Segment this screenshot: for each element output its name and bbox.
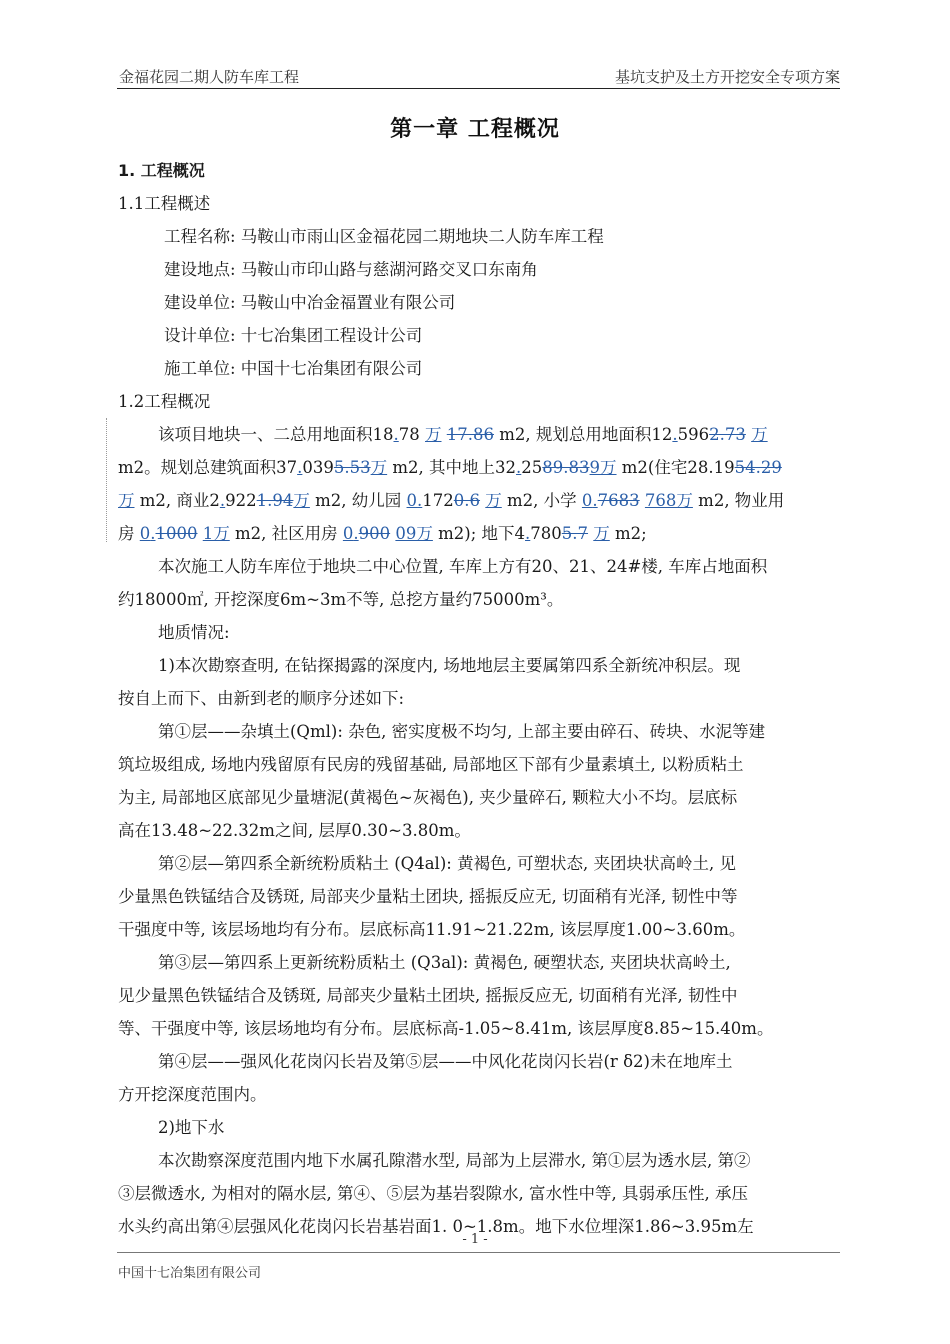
text-run: m2, 幼儿园 bbox=[315, 491, 402, 510]
inserted-text: 万 bbox=[118, 491, 135, 510]
page-number: - 1 - bbox=[462, 1232, 488, 1247]
header-rule bbox=[117, 88, 840, 89]
text-run: m2, 物业用 bbox=[698, 491, 785, 510]
paragraph-line: 第①层——杂填土(Qml): 杂色, 密实度极不均匀, 上部主要由碎石、砖块、水泥等建 bbox=[158, 722, 766, 741]
tracked-line bbox=[118, 484, 840, 517]
text-run: 该项目地块一、二总用地面积18 bbox=[158, 425, 394, 444]
paragraph-line: 第③层—第四系上更新统粉质粘土 (Q3al): 黄褐色, 硬塑状态, 夹团块状高岭土, bbox=[158, 953, 731, 972]
section-heading: 1. 工程概况 bbox=[118, 161, 205, 180]
inserted-text: . bbox=[417, 491, 423, 510]
paragraph-line: 干强度中等, 该层场地均有分布。层底标高11.91~21.22m, 该层厚度1.00~3.60m。 bbox=[118, 920, 746, 939]
paragraph-line: 高在13.48~22.32m之间, 层厚0.30~3.80m。 bbox=[118, 821, 471, 840]
inserted-text: . bbox=[353, 524, 359, 543]
page-header bbox=[117, 66, 840, 88]
deleted-text: 7683 bbox=[597, 491, 640, 510]
deleted-text: 5.53 bbox=[333, 458, 371, 477]
inserted-text: . bbox=[592, 491, 598, 510]
text-run: 25 bbox=[521, 458, 543, 477]
project-location: 建设地点: 马鞍山市印山路与慈湖河路交叉口东南角 bbox=[164, 260, 538, 279]
paragraph-line: 水头约高出第④层强风化花岗闪长岩基岩面1. 0~1.8m。地下水位埋深1.86~3.95m左 bbox=[118, 1217, 754, 1236]
inserted-text: . bbox=[672, 425, 678, 444]
inserted-text: 万 bbox=[593, 524, 610, 543]
text-run: m2(住宅28.19 bbox=[621, 458, 735, 477]
geology-heading: 地质情况: bbox=[158, 623, 230, 642]
groundwater-heading: 2)地下水 bbox=[158, 1118, 225, 1137]
subsection-heading: 1.2工程概况 bbox=[118, 392, 211, 411]
tracked-line bbox=[118, 517, 840, 550]
document-body bbox=[118, 154, 840, 1243]
text-run: m2, 规划总用地面积12 bbox=[499, 425, 673, 444]
text-run: 039 bbox=[302, 458, 334, 477]
page-footer: 中国十七冶集团有限公司 bbox=[118, 1266, 262, 1281]
header-left: 金福花园二期人防车库工程 bbox=[119, 68, 300, 86]
inserted-text: 0 bbox=[139, 524, 151, 543]
inserted-text: 09万 bbox=[395, 524, 433, 543]
text-run: m2。规划总建筑面积37 bbox=[118, 458, 298, 477]
paragraph-line: 本次勘察深度范围内地下水属孔隙潜水型, 局部为上层滞水, 第①层为透水层, 第② bbox=[158, 1151, 751, 1170]
paragraph-line: ③层微透水, 为相对的隔水层, 第④、⑤层为基岩裂隙水, 富水性中等, 具弱承压性, 承压 bbox=[118, 1184, 748, 1203]
deleted-text: 900 bbox=[358, 524, 391, 543]
deleted-text: 54.29 bbox=[734, 458, 782, 477]
inserted-text: 万 bbox=[485, 491, 502, 510]
deleted-text: 2.73 bbox=[709, 425, 746, 444]
text-run: m2, 小学 bbox=[507, 491, 577, 510]
revision-change-bar bbox=[106, 418, 107, 542]
text-run: 780 bbox=[530, 524, 562, 543]
project-contractor: 施工单位: 中国十七冶集团有限公司 bbox=[164, 359, 423, 378]
footer-rule bbox=[117, 1252, 840, 1253]
text-run: m2; bbox=[615, 524, 647, 543]
inserted-text: 万 bbox=[370, 458, 388, 477]
project-designer: 设计单位: 十七冶集团工程设计公司 bbox=[164, 326, 423, 345]
inserted-text: 9万 bbox=[589, 458, 617, 477]
inserted-text: . bbox=[150, 524, 156, 543]
inserted-text: 万 bbox=[751, 425, 768, 444]
paragraph-line: 约18000㎡, 开挖深度6m~3m不等, 总挖方量约75000m³。 bbox=[118, 590, 564, 609]
paragraph-line: 第②层—第四系全新统粉质粘土 (Q4al): 黄褐色, 可塑状态, 夹团块状高岭土, 见 bbox=[158, 854, 737, 873]
text-run: m2, 商业2 bbox=[139, 491, 220, 510]
inserted-text: . bbox=[516, 458, 522, 477]
tracked-line bbox=[118, 418, 840, 451]
paragraph-line: 等、干强度中等, 该层场地均有分布。层底标高-1.05~8.41m, 该层厚度8.85~15.40m。 bbox=[118, 1019, 774, 1038]
deleted-text: 1.94 bbox=[256, 491, 294, 510]
inserted-text: 0 bbox=[581, 491, 593, 510]
paragraph-line: 本次施工人防车库位于地块二中心位置, 车库上方有20、21、24#楼, 车库占地面积 bbox=[158, 557, 768, 576]
inserted-text: . bbox=[393, 425, 399, 444]
inserted-text: 万 bbox=[425, 425, 442, 444]
inserted-text: . bbox=[525, 524, 531, 543]
text-run: m2); 地下4 bbox=[438, 524, 526, 543]
paragraph-line: 见少量黑色铁锰结合及锈斑, 局部夹少量粘土团块, 摇振反应无, 切面稍有光泽, 韧性中 bbox=[118, 986, 738, 1005]
deleted-text: 0.6 bbox=[453, 491, 481, 510]
deleted-text: 89.83 bbox=[542, 458, 590, 477]
text-run: 596 bbox=[677, 425, 710, 444]
project-name: 工程名称: 马鞍山市雨山区金福花园二期地块二人防车库工程 bbox=[164, 227, 604, 246]
subsection-heading: 1.1工程概述 bbox=[118, 194, 211, 213]
deleted-text: 17.86 bbox=[446, 425, 494, 444]
inserted-text: 0 bbox=[342, 524, 354, 543]
text-run: m2, 社区用房 bbox=[235, 524, 338, 543]
inserted-text: . bbox=[219, 491, 226, 510]
paragraph-line: 第④层——强风化花岗闪长岩及第⑤层——中风化花岗闪长岩(r δ2)未在地库土 bbox=[158, 1052, 733, 1071]
deleted-text: 5.7 bbox=[561, 524, 589, 543]
paragraph-line: 少量黑色铁锰结合及锈斑, 局部夹少量粘土团块, 摇振反应无, 切面稍有光泽, 韧性中等 bbox=[118, 887, 738, 906]
header-right: 基坑支护及土方开挖安全专项方案 bbox=[614, 68, 840, 86]
text-run: 922 bbox=[225, 491, 257, 510]
inserted-text: . bbox=[297, 458, 303, 477]
text-run: 78 bbox=[398, 425, 420, 444]
deleted-text: 1000 bbox=[155, 524, 198, 543]
inserted-text: 0 bbox=[406, 491, 418, 510]
project-owner: 建设单位: 马鞍山中冶金福置业有限公司 bbox=[164, 293, 456, 312]
text-run: m2, 其中地上32 bbox=[392, 458, 517, 477]
paragraph-line: 1)本次勘察查明, 在钻探揭露的深度内, 场地地层主要属第四系全新统冲积层。现 bbox=[158, 656, 741, 675]
inserted-text: 万 bbox=[293, 491, 310, 510]
text-run: 房 bbox=[118, 524, 135, 543]
inserted-text: 1万 bbox=[202, 524, 230, 543]
chapter-title: 第一章 工程概况 bbox=[390, 117, 560, 142]
tracked-line bbox=[118, 451, 840, 484]
paragraph-line: 方开挖深度范围内。 bbox=[118, 1085, 267, 1104]
inserted-text: 768万 bbox=[644, 491, 693, 510]
paragraph-line: 为主, 局部地区底部见少量塘泥(黄褐色~灰褐色), 夹少量碎石, 颗粒大小不均。层底标 bbox=[118, 788, 738, 807]
paragraph-line: 筑垃圾组成, 场地内残留原有民房的残留基础, 局部地区下部有少量素填土, 以粉质粘土 bbox=[118, 755, 744, 774]
text-run: 172 bbox=[422, 491, 454, 510]
paragraph-line: 按自上而下、由新到老的顺序分述如下: bbox=[118, 689, 405, 708]
